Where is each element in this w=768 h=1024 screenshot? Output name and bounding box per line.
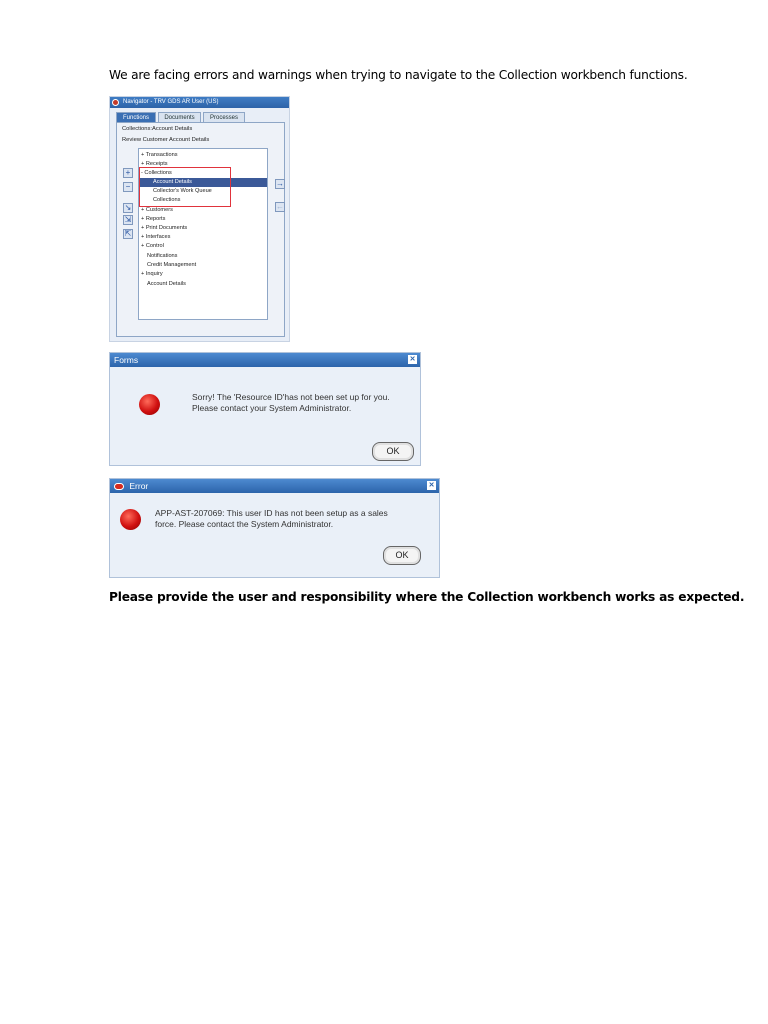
- tree-item[interactable]: Credit Management: [147, 262, 197, 268]
- warning-bell-icon: [139, 394, 160, 415]
- forms-message-line2: Please contact your System Administrator.: [192, 403, 352, 413]
- error-dialog-title: Error: [129, 481, 149, 491]
- expand-button[interactable]: +: [123, 168, 133, 178]
- oracle-logo-icon: [114, 483, 124, 490]
- tree-item[interactable]: + Receipts: [141, 161, 168, 167]
- tree-item[interactable]: - Collections: [141, 170, 172, 176]
- navigator-title-bar: [110, 97, 289, 108]
- collapse-button[interactable]: −: [123, 182, 133, 192]
- intro-paragraph: We are facing errors and warnings when trying to navigate to the Collection workbench functions.: [109, 68, 688, 82]
- ok-button[interactable]: OK: [383, 546, 421, 565]
- tree-item[interactable]: Collector's Work Queue: [153, 188, 212, 194]
- tree-item[interactable]: + Control: [141, 243, 164, 249]
- add-to-top-ten-button[interactable]: →: [276, 179, 284, 188]
- forms-message-line1: Sorry! The 'Resource ID'has not been set up for you.: [192, 392, 390, 402]
- tree-item[interactable]: + Interfaces: [141, 234, 171, 240]
- expand-branch-button[interactable]: ↘: [124, 203, 132, 212]
- error-message-line2: force. Please contact the System Administrator.: [155, 519, 334, 529]
- collapse-all-button[interactable]: ⇱: [124, 229, 132, 238]
- close-icon[interactable]: ✕: [428, 482, 435, 489]
- expand-all-button[interactable]: ⇲: [124, 215, 132, 224]
- tab-functions[interactable]: Functions: [116, 112, 156, 122]
- error-bell-icon: [120, 509, 141, 530]
- navigator-title: Navigator - TRV GDS AR User (US): [123, 99, 219, 105]
- tree-item-selected[interactable]: Account Details: [139, 178, 267, 187]
- tree-item[interactable]: + Customers: [141, 207, 173, 213]
- ok-button[interactable]: OK: [372, 442, 414, 461]
- tree-item[interactable]: + Reports: [141, 216, 166, 222]
- oracle-app-icon: [112, 99, 119, 106]
- error-dialog: [109, 478, 440, 578]
- tree-item[interactable]: Account Details: [147, 281, 186, 287]
- navigator-description: Review Customer Account Details: [122, 137, 210, 143]
- tree-item[interactable]: Notifications: [147, 253, 178, 259]
- tab-processes[interactable]: Processes: [203, 112, 245, 122]
- close-icon[interactable]: ✕: [409, 356, 416, 363]
- tree-item[interactable]: + Print Documents: [141, 225, 188, 231]
- highlight-box: [139, 167, 231, 207]
- tree-item[interactable]: + Inquiry: [141, 271, 163, 277]
- forms-dialog-title: Forms: [114, 355, 139, 365]
- forms-dialog: [109, 352, 421, 466]
- error-dialog-title-bar: [110, 479, 439, 493]
- error-message-line1: APP-AST-207069: This user ID has not been setup as a sales: [155, 508, 388, 518]
- remove-from-top-ten-button[interactable]: ←: [276, 202, 284, 211]
- tree-item[interactable]: Collections: [153, 197, 181, 203]
- forms-dialog-title-bar: [110, 353, 420, 367]
- navigator-breadcrumb: Collections:Account Details: [122, 126, 193, 132]
- tree-item[interactable]: + Transactions: [141, 152, 178, 158]
- tab-documents[interactable]: Documents: [158, 112, 201, 122]
- closing-paragraph: Please provide the user and responsibility where the Collection workbench works as expected.: [109, 590, 745, 604]
